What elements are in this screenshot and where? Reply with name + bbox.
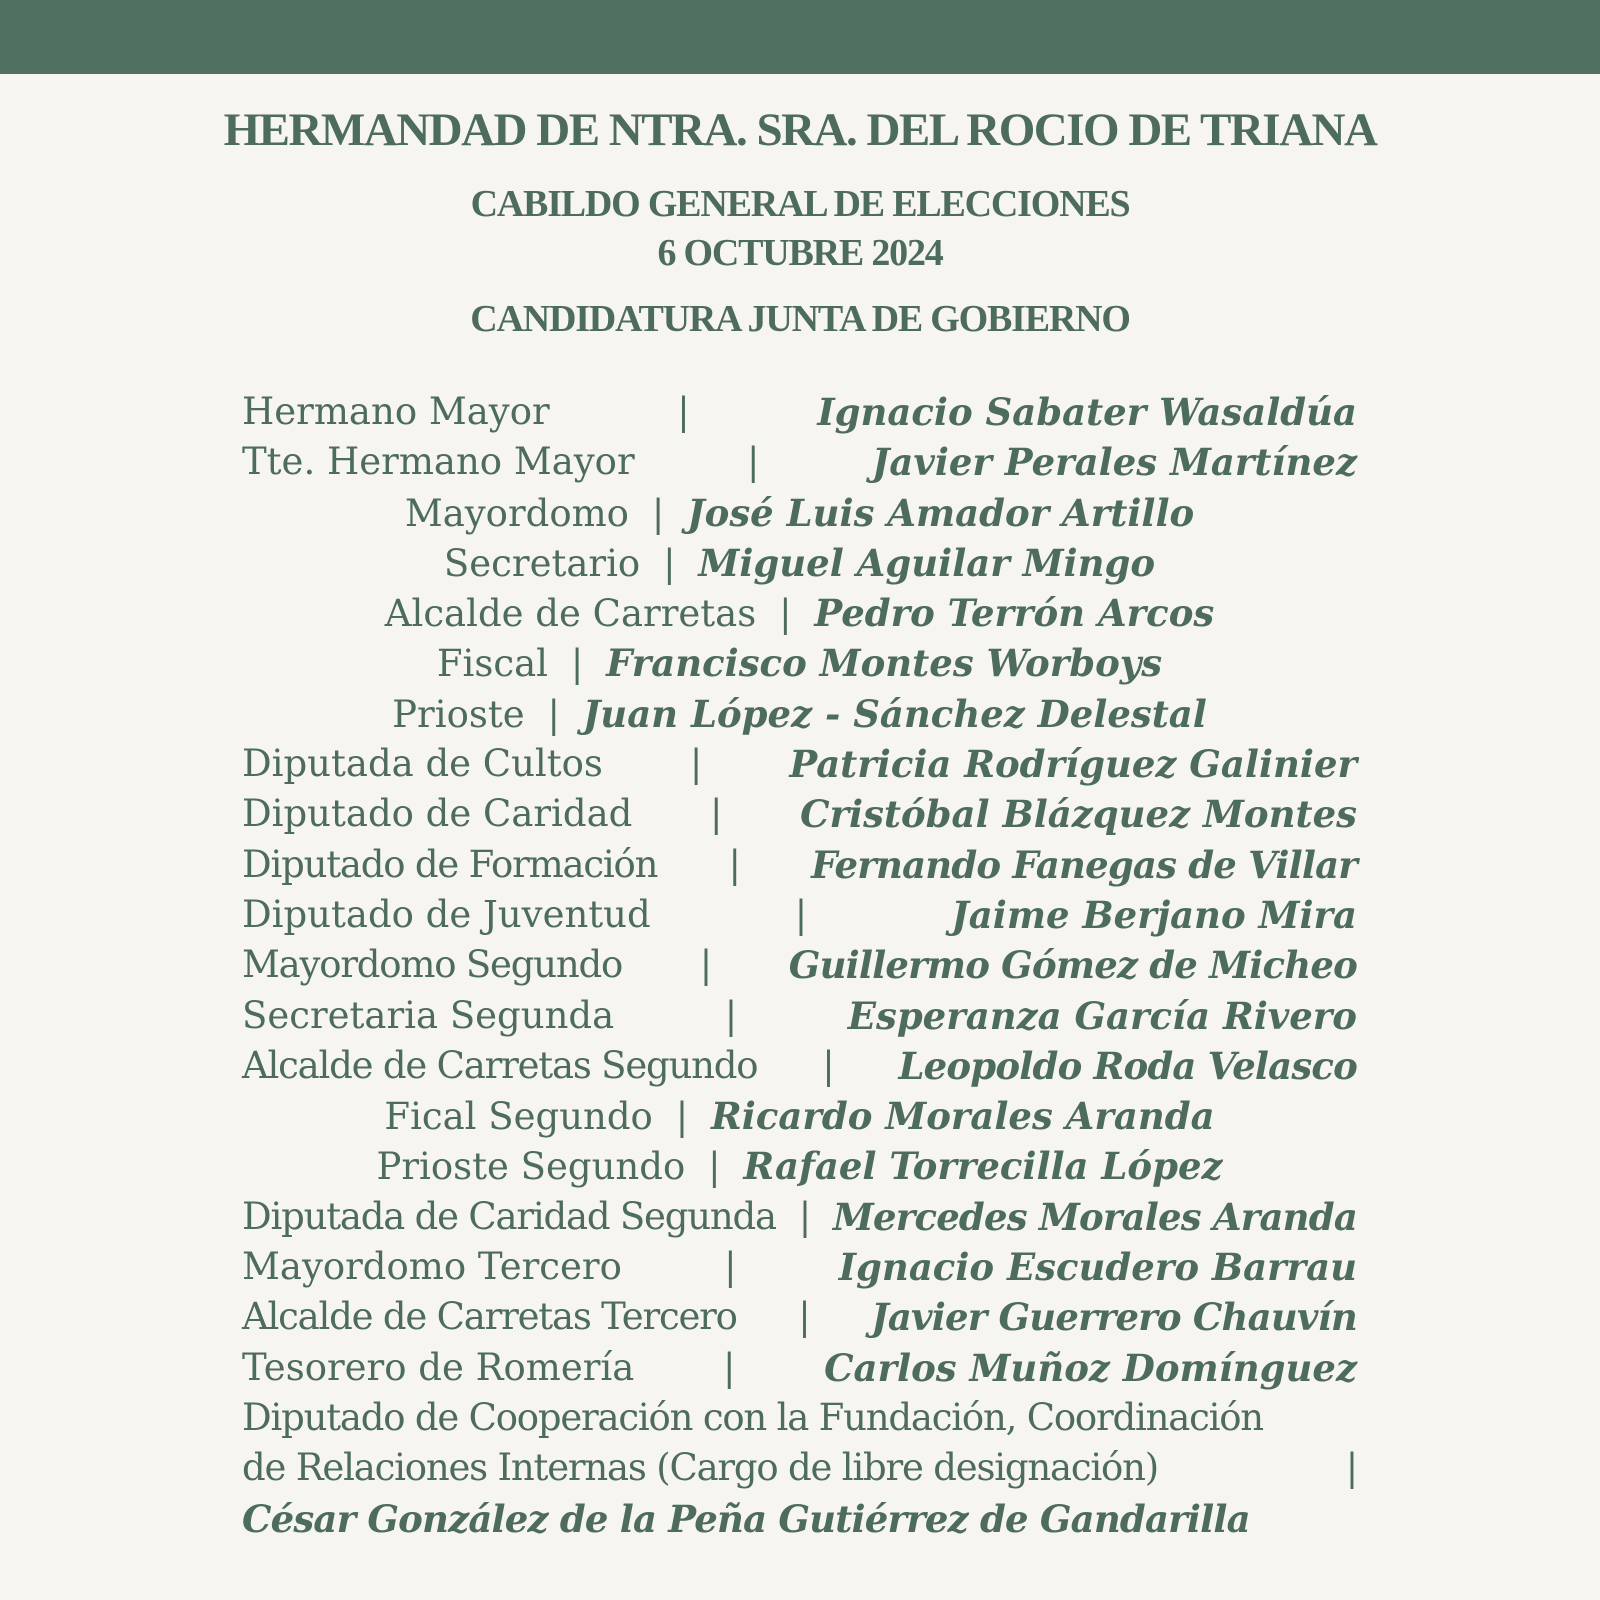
heading-block bbox=[0, 100, 1600, 344]
candidate-name: Francisco Montes Worboys bbox=[606, 641, 1163, 686]
role-label: de Relaciones Internas (Cargo de libre designación) bbox=[242, 1446, 1158, 1490]
separator: | bbox=[709, 792, 723, 836]
separator: | bbox=[570, 642, 584, 686]
candidate-row bbox=[242, 538, 1357, 588]
candidate-row bbox=[242, 789, 1357, 839]
candidate-row bbox=[242, 940, 1357, 990]
candidate-row-last-name bbox=[242, 1494, 1357, 1544]
role-label: Fiscal bbox=[436, 642, 548, 686]
candidate-row bbox=[242, 840, 1357, 890]
separator: | bbox=[724, 993, 738, 1037]
candidate-row bbox=[242, 1091, 1357, 1141]
candidate-name: Javier Guerrero Chauvín bbox=[871, 1295, 1357, 1340]
candidate-list bbox=[242, 387, 1357, 1544]
candidate-row-last-role-1 bbox=[242, 1393, 1357, 1443]
candidate-row bbox=[242, 890, 1357, 940]
role-label: Mayordomo Segundo bbox=[242, 943, 623, 987]
candidate-row bbox=[242, 1041, 1357, 1091]
candidate-name: Javier Perales Martínez bbox=[871, 440, 1357, 485]
candidate-name: Fernando Fanegas de Villar bbox=[811, 842, 1357, 887]
role-label: Diputado de Formación bbox=[242, 842, 658, 886]
separator: | bbox=[663, 541, 676, 585]
role-label: Prioste Segundo bbox=[376, 1145, 686, 1189]
role-label: Tesorero de Romería bbox=[242, 1345, 635, 1389]
role-label: Alcalde de Carretas Segundo bbox=[242, 1043, 758, 1087]
candidate-row bbox=[242, 1242, 1357, 1292]
candidate-row bbox=[242, 488, 1357, 538]
candidate-row bbox=[242, 437, 1357, 487]
candidate-name: Esperanza García Rivero bbox=[847, 993, 1357, 1038]
candidate-name: Carlos Muñoz Domínguez bbox=[824, 1345, 1357, 1390]
separator: | bbox=[722, 1345, 736, 1389]
candidate-row-last-role-2 bbox=[242, 1443, 1357, 1493]
role-label: Prioste bbox=[392, 692, 525, 736]
role-label: Mayordomo bbox=[404, 491, 629, 535]
candidate-name: Cristóbal Blázquez Montes bbox=[800, 792, 1357, 837]
separator: | bbox=[651, 491, 665, 535]
role-label: Diputada de Cultos bbox=[242, 742, 603, 786]
candidate-name: Pedro Terrón Arcos bbox=[814, 591, 1215, 636]
candidate-name: Jaime Berjano Mira bbox=[951, 892, 1357, 937]
role-label: Tte. Hermano Mayor bbox=[242, 440, 635, 484]
candidate-row bbox=[242, 1343, 1357, 1393]
separator: | bbox=[675, 1095, 689, 1139]
candidate-name: Juan López - Sánchez Delestal bbox=[582, 691, 1207, 736]
candidate-name: Ignacio Escudero Barrau bbox=[838, 1245, 1357, 1290]
candidate-name: Rafael Torrecilla López bbox=[743, 1144, 1223, 1189]
role-label: Secretario bbox=[443, 541, 641, 585]
candidate-row bbox=[242, 1192, 1357, 1242]
candidate-name: César González de la Peña Gutiérrez de Gandarilla bbox=[242, 1496, 1250, 1541]
separator: | bbox=[822, 1043, 834, 1087]
role-label: Mayordomo Tercero bbox=[242, 1245, 622, 1289]
separator: | bbox=[547, 692, 560, 736]
separator: | bbox=[728, 842, 740, 886]
candidate-name: Miguel Aguilar Mingo bbox=[698, 540, 1156, 585]
role-label: Diputada de Caridad Segunda bbox=[242, 1194, 776, 1238]
candidate-row bbox=[242, 588, 1357, 638]
candidate-row bbox=[242, 1292, 1357, 1342]
candidate-name: Mercedes Morales Aranda bbox=[832, 1194, 1357, 1239]
organization-title: HERMANDAD DE NTRA. SRA. DEL ROCIO DE TRIANA bbox=[223, 104, 1377, 156]
candidate-row bbox=[242, 387, 1357, 437]
separator: | bbox=[794, 892, 808, 936]
event-title: CABILDO GENERAL DE ELECCIONES bbox=[470, 183, 1130, 225]
candidate-row bbox=[242, 638, 1357, 688]
separator: | bbox=[699, 943, 712, 987]
separator: | bbox=[724, 1245, 737, 1289]
candidate-name: Leopoldo Roda Velasco bbox=[898, 1043, 1357, 1088]
candidate-row bbox=[242, 689, 1357, 739]
role-label: Alcalde de Carretas bbox=[384, 592, 757, 636]
candidate-row bbox=[242, 739, 1357, 789]
candidate-name: Ricardo Morales Aranda bbox=[711, 1094, 1215, 1139]
role-label: Alcalde de Carretas Tercero bbox=[242, 1295, 737, 1339]
separator: | bbox=[708, 1145, 721, 1189]
section-title: CANDIDATURA JUNTA DE GOBIERNO bbox=[470, 298, 1130, 340]
role-label: Diputado de Juventud bbox=[242, 892, 651, 936]
separator: | bbox=[798, 1295, 810, 1339]
role-label: Diputado de Caridad bbox=[242, 792, 633, 836]
separator: | bbox=[677, 390, 690, 433]
candidate-row bbox=[242, 1141, 1357, 1191]
separator: | bbox=[689, 742, 703, 786]
separator: | bbox=[779, 592, 792, 636]
candidate-name: José Luis Amador Artillo bbox=[687, 490, 1195, 535]
role-label: Fical Segundo bbox=[384, 1095, 653, 1139]
candidate-name: Guillermo Gómez de Micheo bbox=[788, 943, 1357, 988]
candidate-row bbox=[242, 991, 1357, 1041]
separator: | bbox=[1345, 1446, 1357, 1490]
role-label: Secretaria Segunda bbox=[242, 993, 615, 1037]
separator: | bbox=[747, 440, 760, 484]
top-color-band bbox=[0, 0, 1600, 74]
candidate-name: Ignacio Sabater Wasaldúa bbox=[817, 390, 1357, 434]
role-label: Hermano Mayor bbox=[242, 390, 550, 433]
separator: | bbox=[798, 1194, 810, 1238]
role-label: Diputado de Cooperación con la Fundación, Coordinación bbox=[242, 1395, 1263, 1439]
event-date: 6 OCTUBRE 2024 bbox=[657, 232, 943, 274]
candidate-name: Patricia Rodríguez Galinier bbox=[789, 742, 1357, 787]
